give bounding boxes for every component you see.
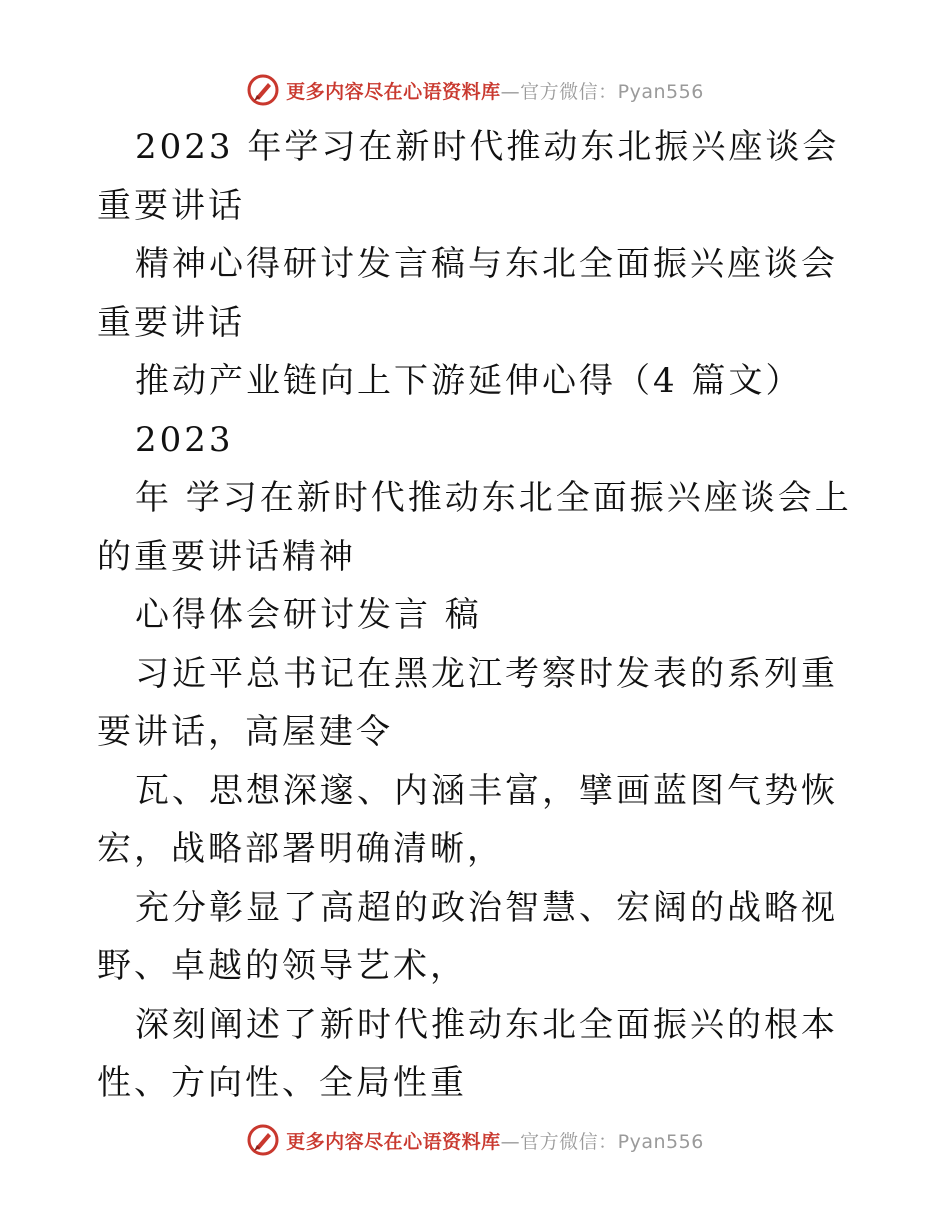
paragraph-7: 习近平总书记在黑龙江考察时发表的系列重要讲话，高屋建令 [97, 653, 838, 752]
paragraph-4: 2023 [135, 419, 234, 460]
paragraph-1: 2023 年学习在新时代推动东北振兴座谈会重要讲话 [97, 127, 840, 226]
pen-nib-logo-icon [246, 73, 280, 107]
paragraph-2: 精神心得研讨发言稿与东北全面振兴座谈会重要讲话 [97, 244, 838, 343]
pen-nib-logo-icon [246, 1123, 280, 1157]
paragraph-6: 心得体会研讨发言 稿 [135, 595, 482, 635]
header-watermark [0, 70, 950, 110]
paragraph-3: 推动产业链向上下游延伸心得（4 篇文） [135, 361, 803, 401]
paragraph-8: 瓦、思想深邃、内涵丰富，擘画蓝图气势恢宏，战略部署明确清晰， [97, 770, 838, 869]
paragraph-5: 年 学习在新时代推动东北全面振兴座谈会上的重要讲话精神 [97, 478, 852, 577]
watermark-text: 更多内容尽在心语资料库—官方微信：Pyan556 [286, 1130, 704, 1153]
paragraph-10: 深刻阐述了新时代推动东北全面振兴的根本性、方向性、全局性重 [97, 1004, 838, 1103]
paragraph-9: 充分彰显了高超的政治智慧、宏阔的战略视野、卓越的领导艺术， [97, 887, 838, 986]
watermark-text: 更多内容尽在心语资料库—官方微信：Pyan556 [286, 80, 704, 103]
document-body [97, 118, 857, 1113]
footer-watermark [0, 1120, 950, 1160]
